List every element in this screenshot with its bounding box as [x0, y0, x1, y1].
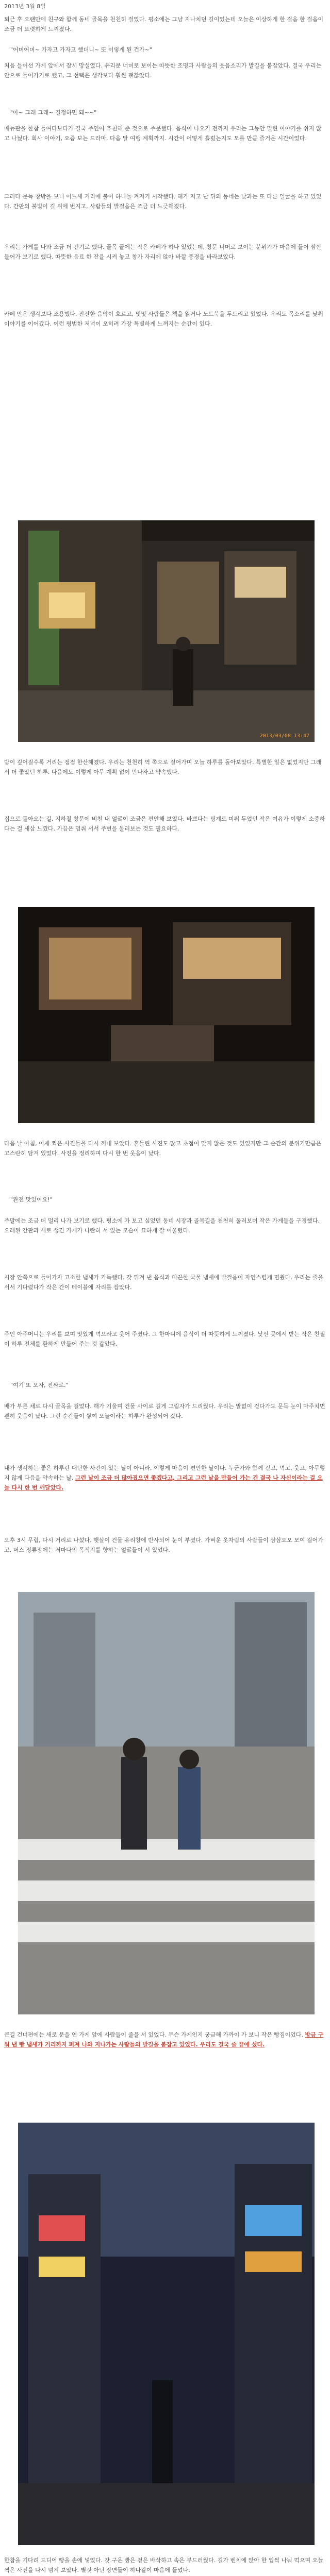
paragraph: 다음 날 아침, 어제 찍은 사진들을 다시 꺼내 보았다. 흔들린 사진도 많고 초점이 맞지 않은 것도 있었지만 그 순간의 분위기만큼은 고스란히 담겨 있었다. 사진을 정리하며 다시 한 번 웃음이 났다.: [4, 1140, 322, 1157]
paragraph: 오후 3시 무렵, 다시 거리로 나섰다. 햇살이 건물 유리창에 반사되어 눈이 부셨다. 가벼운 옷차림의 사람들이 삼삼오오 모여 걸어가고, 버스 정류장에는 저마다의 목적지를 향하는 얼굴들이 서 있었다.: [4, 1537, 323, 1553]
paragraph: 배가 부른 채로 다시 골목을 걸었다. 해가 기울며 건물 사이로 길게 그림자가 드리웠다. 우리는 말없이 걷다가도 문득 눈이 마주치면 괜히 웃음이 났다. 그런 순간들이 쌓여 오늘이라는 하루가 완성되어 갔다.: [4, 1403, 325, 1419]
highlighted-text: 방금 구워 낸 빵 냄새가 거리까지 퍼져 나와 지나가는 사람들의 발길을 붙잡고 있었다. 우리도 결국 줄 끝에 섰다.: [4, 2031, 324, 2048]
cafe-photo-illustration: [18, 907, 315, 1123]
street-dusk-photo: [18, 2123, 315, 2545]
quote: "완전 맛있어요!": [10, 1196, 53, 1203]
street-photo-illustration: [18, 520, 315, 742]
street-photo: [18, 520, 315, 742]
paragraph: 메뉴판을 한참 들여다보다가 결국 주인이 추천해 준 것으로 주문했다. 음식이 나오기 전까지 우리는 그동안 밀린 이야기를 쉬지 않고 나눴다. 회사 이야기, 요즘 보는 드라마, 다음 달 여행 계획까지. 시간이 어떻게 흘렀는지도 모를 만큼 즐거운 시간이었다.: [4, 125, 322, 142]
paragraph: 퇴근 후 오랜만에 친구와 함께 동네 골목을 천천히 걸었다. 평소에는 그냥 지나치던 길이었는데 오늘은 이상하게 한 걸음 한 걸음이 조금 더 또렷하게 느껴졌다.: [4, 16, 323, 32]
quote: "어머어머~ 가자고 가자고 했더니~ 또 이렇게 된 건가~": [10, 46, 152, 53]
paragraph-highlighted: [4, 2030, 326, 2049]
paragraph: 처음 들어선 가게 앞에서 잠시 망설였다. 유리문 너머로 보이는 따뜻한 조명과 사람들의 웃음소리가 발길을 붙잡았다. 결국 우리는 안으로 들어가기로 했고, 그 선택은 생각보다 훨씬 괜찮았다.: [4, 62, 322, 79]
cafe-photo: [18, 907, 315, 1123]
street-dusk-photo-illustration: [18, 2123, 315, 2545]
paragraph: 우리는 가게를 나와 조금 더 걷기로 했다. 골목 끝에는 작은 카페가 하나 있었는데, 창문 너머로 보이는 분위기가 마음에 들어 잠깐 들어가 보기로 했다. 따뜻한 음료 한 잔을 시켜 놓고 창가 자리에 앉아 바깥 풍경을 바라보았다.: [4, 244, 322, 260]
quote: "아~ 그래 그래~ 결정하면 돼~~": [10, 109, 97, 116]
paragraph-text: 내가 생각하는 좋은 하루란 대단한 사건이 있는 날이 아니라, 이렇게 마음이 편안한 날이다. 누군가와 함께 걷고, 먹고, 웃고, 아무렇지 않게 다음을 약속하는 날.: [4, 1465, 325, 1481]
photo-timestamp: 2013/03/08 13:47: [259, 733, 309, 739]
paragraph: 카페 안은 생각보다 조용했다. 잔잔한 음악이 흐르고, 몇몇 사람들은 책을 읽거나 노트북을 두드리고 있었다. 우리도 목소리를 낮춰 이야기를 이어갔다. 이런 평범한 저녁이 오히려 가장 특별하게 느껴지는 순간이 있다.: [4, 311, 323, 327]
crosswalk-photo: [18, 1592, 315, 2014]
paragraph: 주인 아주머니는 우리를 보며 맛있게 먹으라고 웃어 주셨다. 그 한마디에 음식이 더 따뜻하게 느껴졌다. 낯선 곳에서 받는 작은 친절이 하루 전체를 환하게 만들어 주는 것 같았다.: [4, 1331, 325, 1347]
paragraph: 그러다 문득 창밖을 보니 어느새 거리에 불이 하나둘 켜지기 시작했다. 해가 지고 난 뒤의 동네는 낮과는 또 다른 얼굴을 하고 있었다. 간판의 불빛이 길 위에 번지고, 사람들의 발걸음은 조금 더 느긋해졌다.: [4, 193, 322, 210]
paragraph: 집으로 돌아오는 길, 지하철 창문에 비친 내 얼굴이 조금은 편안해 보였다. 바쁘다는 핑계로 미뤄 두었던 작은 여유가 이렇게 소중하다는 걸 새삼 느꼈다. 가끔은 멈춰 서서 주변을 둘러보는 것도 필요하다.: [4, 816, 325, 832]
paragraph: 한참을 기다려 드디어 빵을 손에 넣었다. 갓 구운 빵은 겉은 바삭하고 속은 부드러웠다. 길가 벤치에 앉아 한 입씩 나눠 먹으며 오늘 찍은 사진을 다시 넘겨 보았다. 별것 아닌 장면들이 하나같이 마음에 들었다.: [4, 2557, 323, 2573]
quote: "여기 또 오자, 진짜로.": [10, 1382, 69, 1388]
crosswalk-photo-illustration: [18, 1592, 315, 2014]
highlighted-text: 그런 날이 조금 더 많아졌으면 좋겠다고, 그리고 그런 날을 만들어 가는 건 결국 나 자신이라는 걸 오늘 다시 한 번 깨달았다.: [4, 1475, 323, 1491]
paragraph-text: 큰길 건너편에는 새로 문을 연 가게 앞에 사람들이 줄을 서 있었다. 무슨 가게인지 궁금해 가까이 가 보니 작은 빵집이었다.: [4, 2031, 305, 2038]
paragraph: 밤이 깊어질수록 거리는 점점 한산해졌다. 우리는 천천히 역 쪽으로 걸어가며 오늘 하루를 돌아보았다. 특별한 일은 없었지만 그래서 더 좋았던 하루. 다음에도 이렇게 아무 계획 없이 만나자고 약속했다.: [4, 759, 322, 775]
paragraph: 주말에는 조금 더 멀리 나가 보기로 했다. 평소에 가 보고 싶었던 동네 시장과 골목길을 천천히 둘러보며 작은 가게들을 구경했다. 오래된 간판과 새로 생긴 가게가 나란히 서 있는 모습이 묘하게 잘 어울렸다.: [4, 1217, 320, 1234]
paragraph-highlighted: [4, 1463, 326, 1493]
paragraph: 시장 안쪽으로 들어가자 고소한 냄새가 가득했다. 갓 튀겨 낸 음식과 따끈한 국물 냄새에 발걸음이 자연스럽게 멈췄다. 우리는 줄을 서서 기다렸다가 작은 간이 테이블에 자리를 잡았다.: [4, 1274, 323, 1291]
post-date: 2013년 3월 8일: [4, 3, 46, 10]
